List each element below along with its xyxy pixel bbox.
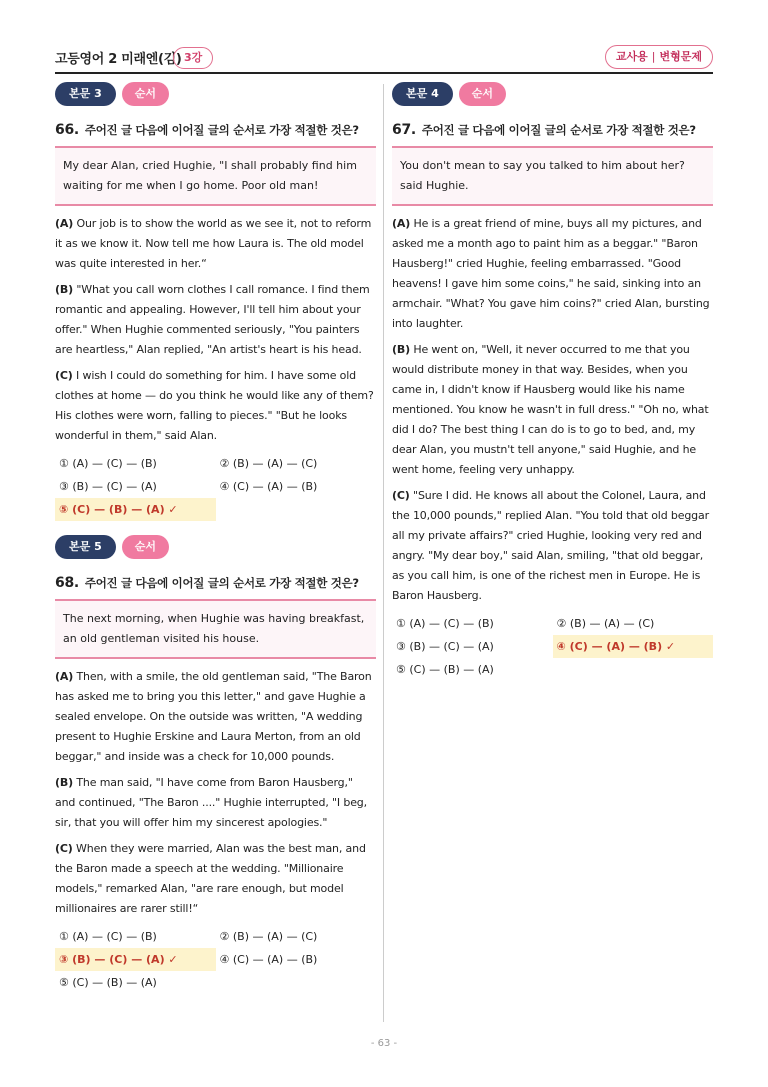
question-prompt: 주어진 글 다음에 이어질 글의 순서로 가장 적절한 것은? [84, 123, 359, 137]
paragraph-text: I wish I could do something for him. I have some old clothes at home — do you think he would like any of them? His clothes were worn, falling to pieces." "But he looks wonderful in them," said Alan. [55, 369, 374, 442]
page-number: - 63 - [370, 1038, 398, 1049]
left-column [55, 82, 376, 994]
question-number: 66. [55, 122, 79, 138]
answer-option[interactable]: ⑤ (C) — (B) — (A) [59, 976, 157, 989]
question-tags [55, 535, 376, 559]
question-tags [55, 82, 376, 106]
answer-option[interactable]: ④ (C) — (A) — (B) [219, 953, 318, 966]
answer-option[interactable]: ② (B) — (A) — (C) [219, 457, 318, 470]
paragraph-text: He is a great friend of mine, buys all my pictures, and asked me a month ago to paint him as a beggar." "Baron Hausberg!" cried Hughie, feeling embarrassed. "Good heavens! I gave him some coins," he said, sinking into an armchair. "What? You gave him coins?" cried Alan, bursting into laughter. [392, 217, 710, 330]
answer-option[interactable]: ③ (B) — (C) — (A) [396, 640, 494, 653]
paragraph-c [55, 839, 376, 919]
paragraph-label: (B) [55, 776, 73, 789]
lesson-badge: 3강 [173, 47, 213, 69]
section-tag: 본문 3 [55, 82, 116, 106]
paragraph-label: (A) [55, 217, 74, 230]
paragraph-label: (C) [392, 489, 410, 502]
paragraph-b [392, 340, 713, 480]
column-divider [383, 84, 384, 1022]
badge-separator: | [651, 50, 656, 63]
paragraph-label: (C) [55, 842, 73, 855]
answer-option-correct[interactable]: ④ (C) — (A) — (B) ✓ [553, 635, 714, 658]
paragraph-label: (B) [392, 343, 410, 356]
audience-label: 교사용 [615, 50, 648, 63]
answer-options [55, 452, 376, 521]
answer-option-correct[interactable]: ③ (B) — (C) — (A) ✓ [55, 948, 216, 971]
section-tag: 본문 4 [392, 82, 453, 106]
type-tag: 순서 [122, 535, 169, 559]
given-passage: You don't mean to say you talked to him about her? said Hughie. [392, 146, 713, 206]
paragraph-text: Our job is to show the world as we see it, not to reform it as we know it. Now tell me how Laura is. The old model was quite interested in her.“ [55, 217, 372, 270]
paragraph-text: "Sure I did. He knows all about the Colonel, Laura, and the 10,000 pounds," replied Alan. "You told that old beggar all my private affairs?" cried Hughie, looking very red and angry. "My dear boy," said Alan, smiling, "that old beggar, as you call him, is one of the richest men in Europe. He is Baron Hausberg. [392, 489, 709, 602]
question-tags [392, 82, 713, 106]
answer-option[interactable]: ⑤ (C) — (B) — (A) [396, 663, 494, 676]
answer-option[interactable]: ② (B) — (A) — (C) [219, 930, 318, 943]
question-title [55, 122, 376, 138]
paragraph-label: (C) [55, 369, 73, 382]
type-tag: 순서 [459, 82, 506, 106]
paragraph-text: "What you call worn clothes I call romance. I find them romantic and appealing. However, I'll tell him about your offer." When Hughie commented seriously, "You painters are heartless," Alan replied, "An artist's heart is his head. [55, 283, 370, 356]
question-number: 67. [392, 122, 416, 138]
question-prompt: 주어진 글 다음에 이어질 글의 순서로 가장 적절한 것은? [421, 123, 696, 137]
answer-option[interactable]: ③ (B) — (C) — (A) [59, 480, 157, 493]
type-label: 변형문제 [659, 50, 702, 63]
answer-option[interactable]: ① (A) — (C) — (B) [59, 457, 157, 470]
answer-option[interactable]: ② (B) — (A) — (C) [556, 617, 655, 630]
answer-option[interactable]: ① (A) — (C) — (B) [396, 617, 494, 630]
paragraph-text: When they were married, Alan was the best man, and the Baron made a speech at the wedding. "Millionaire models," remarked Alan, "are rare enough, but model millionaires are rarer still!“ [55, 842, 366, 915]
paragraph-text: He went on, "Well, it never occurred to me that you would distribute money in that way. Besides, when you came in, I didn't know if Hausberg would like his name mentioned. You know he wasn't in full dress." "Oh no, what did I do? The best thing I can do is to go to bed, and, my dear Alan, you mustn't tell anyone," said Hughie, and he went home, feeling very unhappy. [392, 343, 709, 476]
answer-option[interactable]: ① (A) — (C) — (B) [59, 930, 157, 943]
paragraph-label: (A) [392, 217, 411, 230]
answer-options [392, 612, 713, 681]
right-column [392, 82, 713, 681]
paragraph-b [55, 280, 376, 360]
paragraph-text: The man said, "I have come from Baron Hausberg," and continued, "The Baron ...." Hughie interrupted, "I beg, sir, that you will offer him my sincerest apologies." [55, 776, 367, 829]
answer-option[interactable]: ④ (C) — (A) — (B) [219, 480, 318, 493]
paragraph-text: Then, with a smile, the old gentleman said, "The Baron has asked me to bring you this letter," and gave Hughie a sealed envelope. On the outside was written, "A wedding present to Hughie Erskine and Laura Merton, from an old beggar," and inside was a check for 10,000 pounds. [55, 670, 372, 763]
question-prompt: 주어진 글 다음에 이어질 글의 순서로 가장 적절한 것은? [84, 576, 359, 590]
question-title [55, 575, 376, 591]
paragraph-a [55, 214, 376, 274]
paragraph-a [392, 214, 713, 334]
edition-badge [605, 45, 713, 69]
paragraph-label: (B) [55, 283, 73, 296]
section-tag: 본문 5 [55, 535, 116, 559]
header-rule [55, 72, 713, 74]
type-tag: 순서 [122, 82, 169, 106]
question-block [55, 535, 376, 994]
textbook-title: 고등영어 2 미래엔(김) [55, 52, 182, 67]
paragraph-a [55, 667, 376, 767]
question-block [392, 82, 713, 681]
answer-options [55, 925, 376, 994]
answer-option-correct[interactable]: ⑤ (C) — (B) — (A) ✓ [55, 498, 216, 521]
paragraph-label: (A) [55, 670, 74, 683]
question-title [392, 122, 713, 138]
given-passage: The next morning, when Hughie was having breakfast, an old gentleman visited his house. [55, 599, 376, 659]
question-block [55, 82, 376, 521]
paragraph-b [55, 773, 376, 833]
question-number: 68. [55, 575, 79, 591]
paragraph-c [55, 366, 376, 446]
paragraph-c [392, 486, 713, 606]
given-passage: My dear Alan, cried Hughie, "I shall probably find him waiting for me when I go home. Poor old man! [55, 146, 376, 206]
